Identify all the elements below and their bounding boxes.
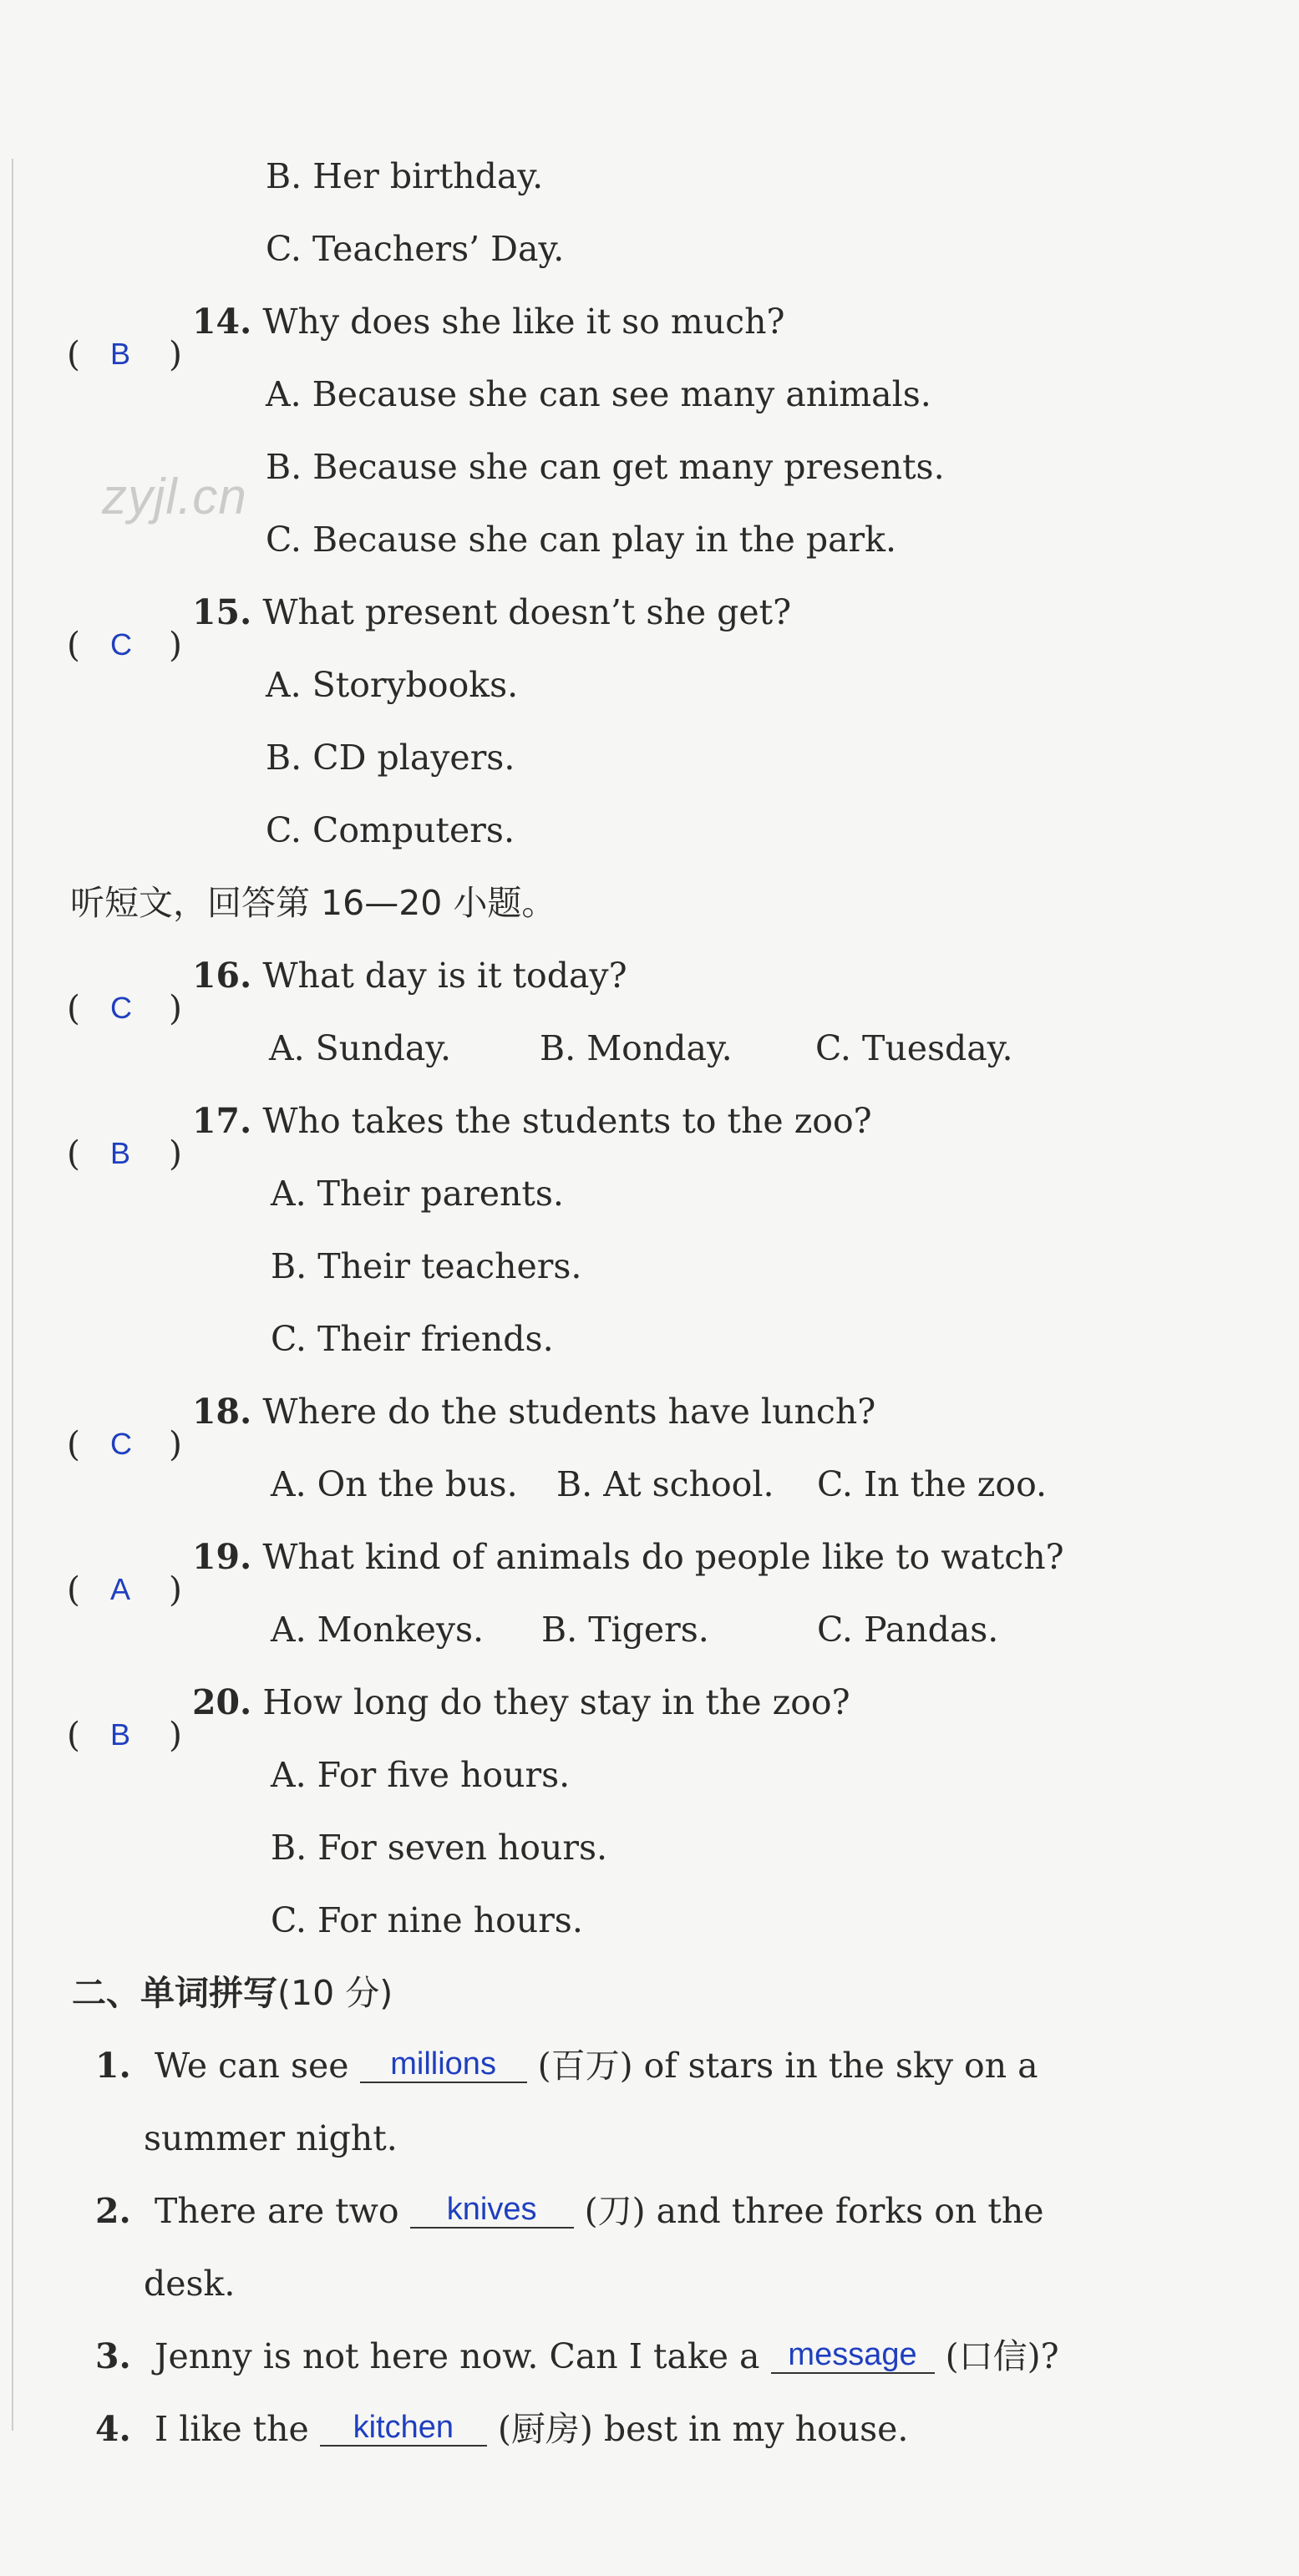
question-text: What kind of animals do people like to watch? [262,1537,1064,1577]
question-number: 15. [192,592,252,632]
question-16: ( C ) 16. What day is it today? [67,956,627,1028]
fill-item-2 [95,2190,1044,2232]
question-text: Who takes the students to the zoo? [262,1101,872,1141]
item-number: 3. [95,2336,131,2376]
answer-mark: C [110,991,132,1025]
answer-mark: C [110,1427,132,1461]
option: C. Because she can play in the park. [266,520,896,560]
answer-blank: message [771,2337,935,2374]
item-text: We can see [155,2046,349,2086]
answer-mark: B [110,337,131,371]
listen-instruction: 听短文，回答第 16—20 小题。 [70,883,556,923]
question-18: ( C ) 18. Where do the students have lunch? [67,1392,876,1464]
answer-blank: kitchen [320,2410,487,2447]
option: C. Their friends. [271,1319,554,1359]
question-text: What day is it today? [262,956,627,996]
option: B. Their teachers. [271,1246,582,1286]
option: C. Computers. [266,810,515,850]
answer-mark: C [110,627,132,662]
item-continuation: desk. [144,2264,236,2304]
answer-mark: B [110,1136,131,1170]
answer-blank: knives [410,2192,574,2229]
item-continuation: summer night. [144,2118,398,2158]
fill-item-3 [95,2335,1059,2377]
option: B. Tigers. [541,1610,709,1650]
option: C. Teachers’ Day. [266,229,565,269]
option: C. For nine hours. [271,1900,583,1940]
option: A. Storybooks. [266,665,519,705]
fill-item-1 [95,2045,1038,2087]
option: B. For seven hours. [271,1828,608,1868]
option: C. Pandas. [817,1610,999,1650]
question-text: Why does she like it so much? [262,302,785,342]
option: B. Monday. [540,1028,733,1068]
item-text: Jenny is not here now. Can I take a [155,2336,760,2376]
margin-line [12,159,13,2431]
option: A. On the bus. [271,1464,518,1504]
option: A. Sunday. [269,1028,452,1068]
item-text: (百万) of stars in the sky on a [537,2046,1038,2086]
question-text: How long do they stay in the zoo? [262,1682,850,1722]
question-19: ( A ) 19. What kind of animals do people like to watch? [67,1537,1064,1610]
option: A. Because she can see many animals. [266,374,931,414]
item-text: (厨房) best in my house. [497,2409,909,2449]
item-number: 2. [95,2191,131,2231]
answer-mark: B [110,1717,131,1752]
option: A. For five hours. [271,1755,571,1795]
option: C. In the zoo. [817,1464,1048,1504]
option: B. Her birthday. [266,156,544,196]
question-17: ( B ) 17. Who takes the students to the zoo? [67,1101,872,1174]
watermark: zyjl.cn [102,469,247,525]
question-number: 16. [192,956,252,996]
option: B. At school. [556,1464,774,1504]
question-number: 18. [192,1392,252,1432]
item-text: (刀) and three forks on the [584,2191,1044,2231]
question-number: 17. [192,1101,252,1141]
item-number: 4. [95,2409,131,2449]
question-text: Where do the students have lunch? [262,1392,876,1432]
section-heading [72,1972,393,2014]
answer-blank: millions [360,2046,527,2083]
section-title: 二、单词拼写 [72,1973,277,2013]
option: A. Their parents. [271,1174,564,1214]
question-text: What present doesn’t she get? [262,592,792,632]
option: A. Monkeys. [271,1610,485,1650]
question-number: 14. [192,302,252,342]
fill-item-4 [95,2408,908,2450]
section-score: (10 分) [277,1973,393,2013]
question-number: 19. [192,1537,252,1577]
item-text: (口信)? [945,2336,1059,2376]
item-text: I like the [155,2409,309,2449]
question-20: ( B ) 20. How long do they stay in the zoo? [67,1682,850,1755]
question-15: ( C ) 15. What present doesn’t she get? [67,592,792,665]
item-number: 1. [95,2046,131,2086]
option: C. Tuesday. [815,1028,1013,1068]
question-number: 20. [192,1682,252,1722]
question-14: ( B ) 14. Why does she like it so much? [67,302,785,374]
option: B. Because she can get many presents. [266,447,945,487]
option: B. CD players. [266,738,515,778]
answer-mark: A [110,1572,131,1606]
item-text: There are two [155,2191,399,2231]
